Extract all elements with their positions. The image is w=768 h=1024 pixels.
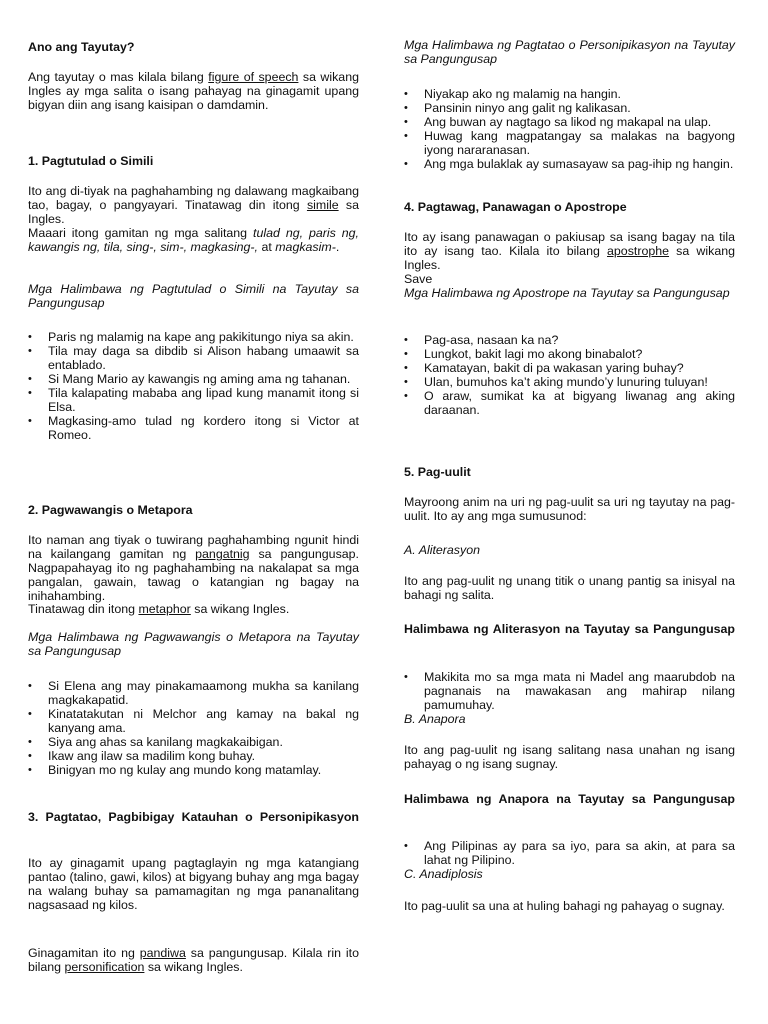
section-2-examples-list	[28, 679, 359, 777]
list-item: • O araw, sumikat ka at bigyang liwanag ang aking daraanan.	[404, 389, 735, 417]
list-item: • Kinatatakutan ni Melchor ang kamay na bakal ng kanyang ama.	[28, 707, 359, 735]
list-item: • Kamatayan, bakit di pa wakasan yaring buhay?	[404, 361, 735, 375]
subsection-c-text: Ito pag-uulit sa una at huling bahagi ng pahayag o sugnay.	[404, 899, 725, 913]
subsection-b-title: B. Anapora	[404, 712, 466, 726]
list-item: • Tila kalapating mababa ang lipad kung manamit itong si Elsa.	[28, 386, 359, 414]
list-item: • Siya ang ahas sa kanilang magkakaibigan.	[28, 735, 359, 749]
list-item: • Ikaw ang ilaw sa madilim kong buhay.	[28, 749, 359, 763]
section-2-heading: 2. Pagwawangis o Metapora	[28, 503, 193, 517]
subsection-a-text: Ito ang pag-uulit ng unang titik o unang pantig sa inisyal na bahagi ng salita.	[404, 574, 735, 602]
section-4-paragraph: Ito ay isang panawagan o pakiusap sa isang bagay na tila ito ay isang tao. Kilala ito bilang apostrophe sa wikang Ingles.	[404, 230, 735, 272]
section-4-examples-heading: Mga Halimbawa ng Apostrope na Tayutay sa Pangungusap	[404, 286, 730, 300]
list-item: • Lungkot, bakit lagi mo akong binabalot?	[404, 347, 735, 361]
list-item: • Ulan, bumuhos ka’t aking mundo’y lunuring tuluyan!	[404, 375, 735, 389]
list-item: • Pansinin ninyo ang galit ng kalikasan.	[404, 101, 735, 115]
subsection-b-text: Ito ang pag-uulit ng isang salitang nasa unahan ng isang pahayag o ng isang sugnay.	[404, 743, 735, 771]
intro-paragraph: Ang tayutay o mas kilala bilang figure of speech sa wikang Ingles ay mga salita o isang pahayag na ginagamit upang bigyan diin ang isang kaisipan o damdamin.	[28, 70, 359, 112]
section-2-examples-heading: Mga Halimbawa ng Pagwawangis o Metapora na Tayutay sa Pangungusap	[28, 630, 359, 658]
list-item: • Ang Pilipinas ay para sa iyo, para sa akin, at para sa lahat ng Pilipino.	[404, 839, 735, 867]
section-1-heading: 1. Pagtutulad o Simili	[28, 154, 154, 168]
list-item: • Huwag kang magpatangay sa malakas na bagyong iyong nararanasan.	[404, 129, 735, 157]
figure-of-speech-term: figure of speech	[208, 70, 299, 84]
list-item: • Makikita mo sa mga mata ni Madel ang maarubdob na pagnanais na mawakasan ang mahirap nilang pamumuhay.	[404, 670, 735, 712]
section-2-paragraph-2: Tinatawag din itong metaphor sa wikang Ingles.	[28, 602, 290, 616]
list-item: • Niyakap ako ng malamig na hangin.	[404, 87, 735, 101]
list-item: • Binigyan mo ng kulay ang mundo kong matamlay.	[28, 763, 359, 777]
section-1-examples-heading: Mga Halimbawa ng Pagtutulad o Simili na Tayutay sa Pangungusap	[28, 282, 359, 310]
subsection-b-examples-list	[404, 839, 735, 867]
page-title: Ano ang Tayutay?	[28, 40, 135, 54]
section-3-examples-heading: Mga Halimbawa ng Pagtatao o Personipikasyon na Tayutay sa Pangungusap	[404, 38, 735, 66]
section-1-paragraph-1: Ito ang di-tiyak na paghahambing ng dalawang magkaibang tao, bagay, o pangyayari. Tinatawag din itong simile sa Ingles.	[28, 184, 360, 226]
subsection-a-examples-heading: Halimbawa ng Aliterasyon na Tayutay sa Pangungusap	[404, 622, 735, 636]
list-item: • Paris ng malamig na kape ang pakikitungo niya sa akin.	[28, 330, 359, 344]
section-3-examples-list	[404, 87, 735, 171]
subsection-a-title: A. Aliterasyon	[404, 543, 480, 557]
section-4-heading: 4. Pagtawag, Panawagan o Apostrope	[404, 200, 627, 214]
list-item: • Si Mang Mario ay kawangis ng aming ama ng tahanan.	[28, 372, 359, 386]
section-4-examples-list	[404, 333, 735, 417]
section-5-heading: 5. Pag-uulit	[404, 465, 471, 479]
list-item: • Ang buwan ay nagtago sa likod ng makapal na ulap.	[404, 115, 735, 129]
subsection-a-examples-list	[404, 670, 735, 712]
section-3-paragraph-2: Ginagamitan ito ng pandiwa sa pangungusap. Kilala rin ito bilang personification sa wikang Ingles.	[28, 946, 359, 974]
section-5-paragraph: Mayroong anim na uri ng pag-uulit sa uri ng tayutay na pag-uulit. Ito ay ang mga sumusunod:	[404, 495, 735, 523]
list-item: • Pag-asa, nasaan ka na?	[404, 333, 735, 347]
list-item: • Tila may daga sa dibdib si Alison habang umaawit sa entablado.	[28, 344, 359, 372]
list-item: • Magkasing-amo tulad ng kordero itong si Victor at Romeo.	[28, 414, 359, 442]
list-item: • Ang mga bulaklak ay sumasayaw sa pag-ihip ng hangin.	[404, 157, 735, 171]
subsection-b-examples-heading: Halimbawa ng Anapora na Tayutay sa Pangungusap	[404, 792, 735, 806]
section-1-examples-list	[28, 330, 359, 442]
section-2-paragraph-1: Ito naman ang tiyak o tuwirang paghahambing ngunit hindi na kailangang gamitan ng pangatnig sa pangungusap. Nagpapahayag ito ng paghahambing na nakalapat sa mga pangalan, gawain, tawag o katangian ng bagay na inihahambing.	[28, 533, 359, 603]
subsection-c-title: C. Anadiplosis	[404, 867, 483, 881]
section-1-paragraph-2: Maaari itong gamitan ng mga salitang tulad ng, paris ng, kawangis ng, tila, sing-, sim-, magkasing-, at magkasim-.	[28, 226, 359, 254]
list-item: • Si Elena ang may pinakamaamong mukha sa kanilang magkakapatid.	[28, 679, 359, 707]
section-3-heading: 3. Pagtatao, Pagbibigay Katauhan o Personipikasyon	[28, 810, 359, 824]
save-link[interactable]: Save	[404, 272, 433, 286]
section-3-paragraph-1: Ito ay ginagamit upang pagtaglayin ng mga katangiang pantao (talino, gawi, kilos) at bigyang buhay ang mga bagay na walang buhay sa pamamagitan ng mga pananalitang nagsasaad ng kilos.	[28, 856, 359, 912]
